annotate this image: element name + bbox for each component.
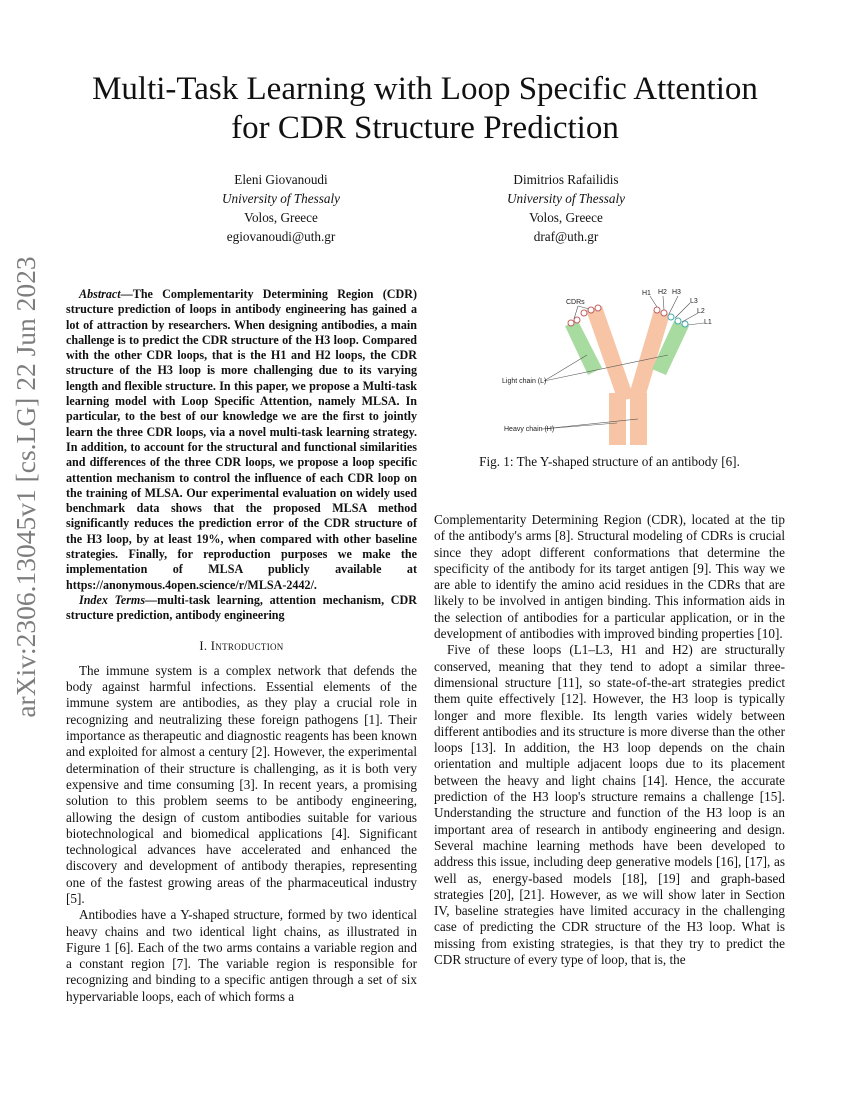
cdr-loop <box>654 307 660 313</box>
author-affiliation: University of Thessaly <box>507 191 625 206</box>
label-heavy-chain: Heavy chain (H) <box>504 426 555 433</box>
cdr-loop <box>568 320 574 326</box>
heavy-chain-stem-left <box>609 393 626 445</box>
cdr-loop <box>675 318 681 324</box>
label-h2: H2 <box>658 289 667 296</box>
label-light-chain: Light chain (L) <box>502 378 547 385</box>
label-l3: L3 <box>690 298 698 305</box>
label-cdrs: CDRs <box>566 299 585 306</box>
author-1 <box>161 170 401 246</box>
author-affiliation: University of Thessaly <box>222 191 340 206</box>
label-l1: L1 <box>704 319 712 326</box>
paper-title <box>40 70 810 148</box>
intro-paragraph-1: The immune system is a complex network that defends the body against harmful infections. Essential elements of the immune system are antibodies, as they play a crucial role in recognizing and neutralizing these foreign pathogens [1]. Their importance as therapeutic and diagnostic reagents has been known and exploited for almost a century [2]. However, the experimental determination of their structure is challenging, as it is both very expensive and time consuming [3]. In recent years, a promising solution to this problem seems to be antibody engineering, allowing the design of custom antibodies suitable for various biotechnological and biomedical applications [4]. Significant technological advances have accelerated and enhanced the discovery and development of antibody therapies, representing one of the fastest growing areas of the pharmaceutical industry [5]. <box>66 662 417 906</box>
abstract-label: Abstract <box>79 287 121 301</box>
author-location: Volos, Greece <box>529 210 603 225</box>
cdr-loop <box>588 307 594 313</box>
index-terms-body: —multi-task learning, attention mechanism, CDR structure prediction, antibody engineering <box>66 592 417 623</box>
cdr-loop <box>661 310 667 316</box>
figure-caption: Fig. 1: The Y-shaped structure of an antibody [6]. <box>479 454 740 469</box>
cdr-loop <box>581 310 587 316</box>
right-paragraph-1: Complementarity Determining Region (CDR), located at the tip of the antibody's arms [8]. Structural modeling of CDRs is crucial since they adopt different conformations that determine the specificity of the antibody for its target antigen [9]. This way we are able to identify the amino acid residues in the CDRs that are likely to be involved in antigen binding. This information aids in the selection of antibodies for a particular application, or in the development of antibodies with improved binding properties [10]. <box>434 512 785 642</box>
author-email: draf@uth.gr <box>533 229 599 244</box>
antibody-figure <box>492 283 714 446</box>
cdr-loop <box>682 321 688 327</box>
label-h3: H3 <box>672 289 681 296</box>
right-column <box>434 512 785 968</box>
section-heading <box>66 638 417 654</box>
author-name: Eleni Giovanoudi <box>234 172 328 187</box>
cdr-loop <box>574 317 580 323</box>
cdr-loop <box>595 305 601 311</box>
title-line-1: Multi-Task Learning with Loop Specific Attention <box>92 71 758 107</box>
title-line-2: for CDR Structure Prediction <box>231 110 619 146</box>
label-h1: H1 <box>642 290 651 297</box>
section-number: I. <box>199 638 208 653</box>
abstract-body: —The Complementarity Determining Region (CDR) structure prediction of loops in antibody engineering has gained a lot of attraction by researchers. When designing antibodies, a main challenge is to predict the CDR structure of the H3 loop. Compared with the other CDR loops, that is the H1 and H2 loops, the CDR structure of the H3 loop is more challenging due to its varying length and flexible structure. In this paper, we propose a Multi-task learning model with Loop Specific Attention, namely MLSA. In particular, to the best of our knowledge we are the first to jointly learn the three CDR loops, via a novel multi-task learning strategy. In addition, to account for the structural and functional similarities and differences of the three CDR loops, we propose a loop specific attention mechanism to control the influence of each CDR loop on the training of MLSA. Our experimental evaluation on widely used benchmark data shows that the proposed MLSA method significantly reduces the prediction error of the CDR structure of the H3 loop, by at least 19%, when compared with other baseline strategies. Finally, for reproduction purposes we make the implementation of MLSA publicly available at https://anonymous.4open.science/r/MLSA-2442/. <box>66 287 417 592</box>
left-column <box>66 287 417 1005</box>
intro-paragraph-2: Antibodies have a Y-shaped structure, formed by two identical heavy chains and two identical light chains, as illustrated in Figure 1 [6]. Each of the two arms contains a variable region and a constant region [7]. The variable region is responsible for recognizing and binding to a specific antigen through a set of six hypervariable loops, each of which forms a <box>66 907 417 1004</box>
index-terms-label: Index Terms <box>79 592 146 607</box>
section-title: Introduction <box>210 638 284 653</box>
author-name: Dimitrios Rafailidis <box>513 172 619 187</box>
author-location: Volos, Greece <box>244 210 318 225</box>
arxiv-identifier: arXiv:2306.13045v1 [cs.LG] 22 Jun 2023 <box>10 256 41 718</box>
cdr-loop <box>668 314 674 320</box>
abstract <box>66 287 417 624</box>
heavy-chain-stem-right <box>630 393 647 445</box>
label-l2: L2 <box>697 308 705 315</box>
author-2 <box>446 170 686 246</box>
author-email: egiovanoudi@uth.gr <box>226 229 336 244</box>
right-paragraph-2: Five of these loops (L1–L3, H1 and H2) are structurally conserved, meaning that they tend to adopt a similar three-dimensional structure [11], so state-of-the-art strategies predict them quite effectively [12]. However, the H3 loop is typically longer and more flexible. Its length varies widely between different antibodies and its structure is more diverse than the other loops [13]. In addition, the H3 loop depends on the chain orientation and multiple adjacent loops due to its placement between the heavy and light chains [14]. Hence, the accurate prediction of the H3 loop's structure remains a challenge [15]. Understanding the structure and function of the H3 loop is an important area of research in antibody engineering and design. Several machine learning methods have been developed to address this issue, including deep generative models [16], [17], as well as, energy-based models [18], [19] and graph-based strategies [20], [21]. However, as we will show later in Section IV, baseline strategies have limited accuracy in the challenging case of predicting the CDR structure of the H3 loop. What is missing from existing strategies, is that they try to predict the CDR structure of every type of loop, that is, the <box>434 642 785 968</box>
